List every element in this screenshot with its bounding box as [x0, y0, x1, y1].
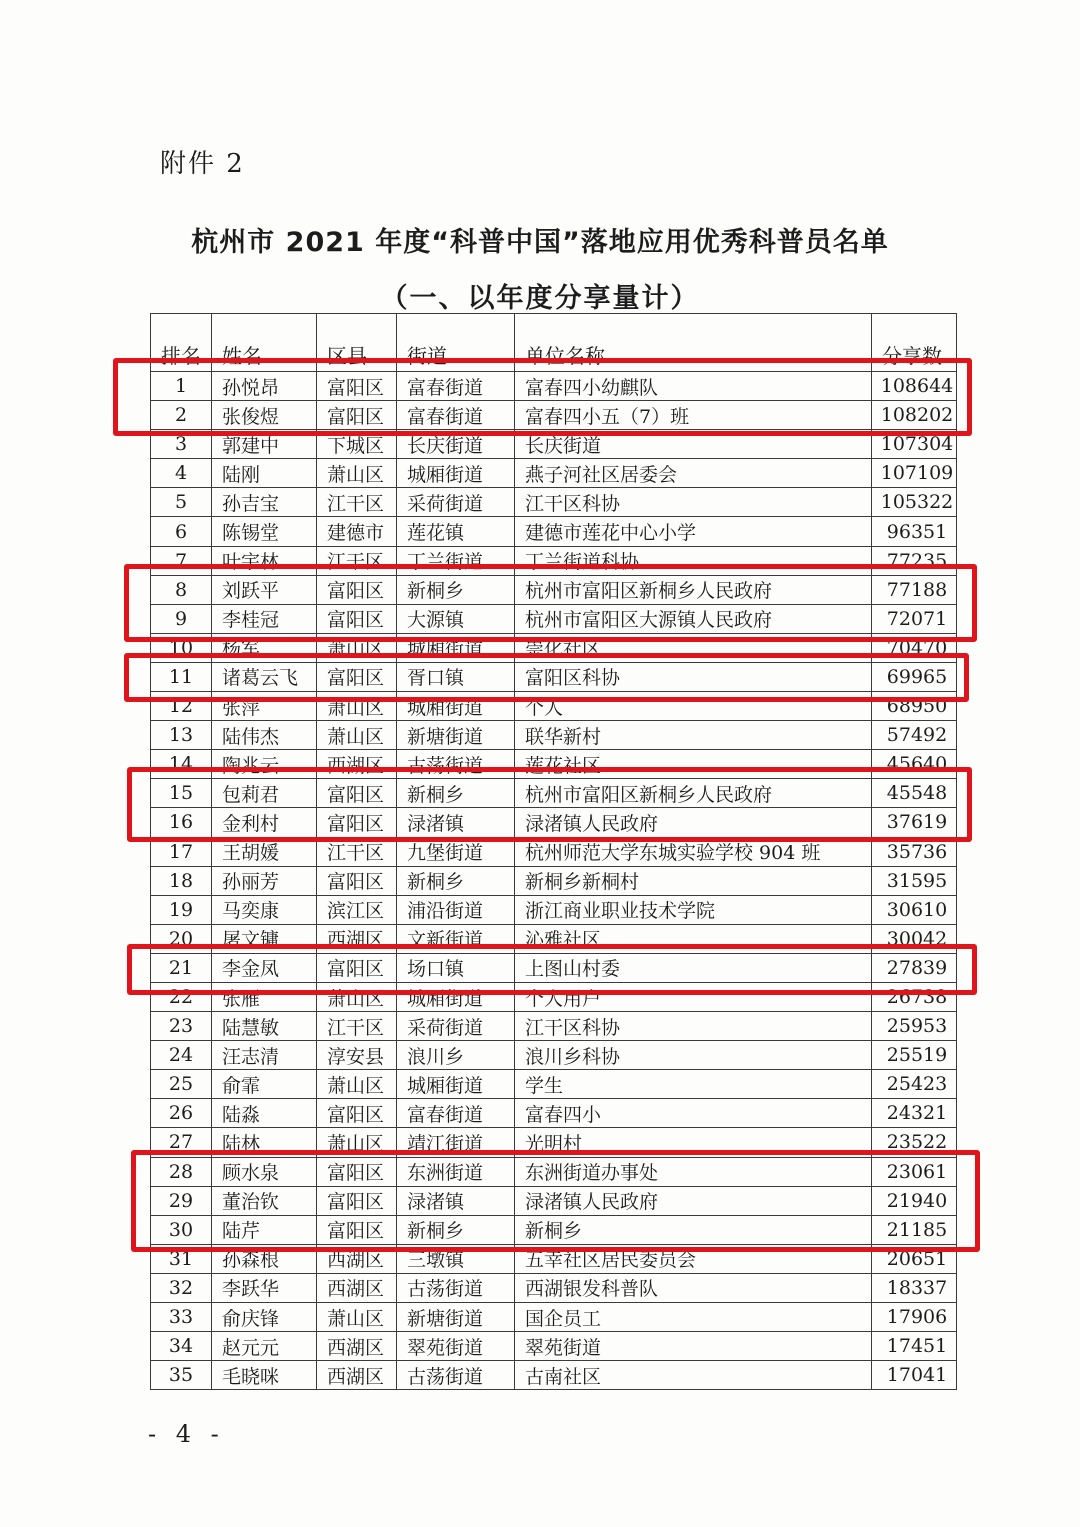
document-subtitle: （一、以年度分享量计） — [380, 283, 700, 314]
cell-district: 富阳区 — [317, 808, 397, 837]
cell-rank: 33 — [151, 1303, 212, 1332]
cell-rank: 11 — [151, 662, 212, 691]
cell-street: 三墩镇 — [397, 1244, 515, 1273]
cell-unit: 建德市莲花中心小学 — [515, 517, 872, 546]
cell-unit: 富春四小 — [515, 1099, 872, 1128]
cell-name: 俞霏 — [212, 1070, 317, 1099]
cell-district: 建德市 — [317, 517, 397, 546]
cell-rank: 2 — [151, 401, 212, 430]
cell-district: 萧山区 — [317, 692, 397, 721]
cell-shares: 30042 — [872, 924, 957, 953]
cell-shares: 23061 — [872, 1157, 957, 1186]
cell-unit: 古南社区 — [515, 1361, 872, 1390]
cell-unit: 江干区科协 — [515, 1012, 872, 1041]
cell-unit: 五幸社区居民委员会 — [515, 1244, 872, 1273]
cell-rank: 22 — [151, 982, 212, 1011]
cell-district: 富阳区 — [317, 1099, 397, 1128]
table-row — [151, 1273, 957, 1302]
cell-name: 李金凤 — [212, 953, 317, 982]
cell-street: 渌渚镇 — [397, 1186, 515, 1215]
header-district: 区县 — [317, 314, 397, 372]
cell-shares: 77235 — [872, 546, 957, 575]
cell-name: 赵元元 — [212, 1332, 317, 1361]
cell-street: 丁兰街道 — [397, 546, 515, 575]
table-row — [151, 1012, 957, 1041]
cell-shares: 72071 — [872, 604, 957, 633]
cell-rank: 9 — [151, 604, 212, 633]
cell-shares: 20651 — [872, 1244, 957, 1273]
cell-shares: 108644 — [872, 372, 957, 401]
cell-district: 萧山区 — [317, 982, 397, 1011]
cell-name: 毛晓咪 — [212, 1361, 317, 1390]
cell-unit: 国企员工 — [515, 1303, 872, 1332]
cell-street: 新桐乡 — [397, 866, 515, 895]
cell-unit: 新桐乡新桐村 — [515, 866, 872, 895]
cell-district: 富阳区 — [317, 779, 397, 808]
cell-rank: 17 — [151, 837, 212, 866]
table-row — [151, 1332, 957, 1361]
cell-rank: 25 — [151, 1070, 212, 1099]
highlight-box — [113, 358, 972, 436]
cell-district: 西湖区 — [317, 1361, 397, 1390]
table-row — [151, 1099, 957, 1128]
cell-street: 九堡街道 — [397, 837, 515, 866]
cell-district: 富阳区 — [317, 1215, 397, 1244]
cell-shares: 35736 — [872, 837, 957, 866]
cell-street: 古荡街道 — [397, 750, 515, 779]
cell-unit: 沁雅社区 — [515, 924, 872, 953]
cell-district: 萧山区 — [317, 1303, 397, 1332]
document-title: 杭州市 2021 年度“科普中国”落地应用优秀科普员名单 — [191, 227, 889, 258]
cell-unit: 燕子河社区居委会 — [515, 459, 872, 488]
cell-district: 西湖区 — [317, 924, 397, 953]
cell-rank: 10 — [151, 633, 212, 662]
cell-shares: 23522 — [872, 1128, 957, 1157]
highlight-box — [124, 564, 977, 642]
cell-rank: 26 — [151, 1099, 212, 1128]
cell-street: 富春街道 — [397, 401, 515, 430]
cell-street: 靖江街道 — [397, 1128, 515, 1157]
cell-rank: 13 — [151, 721, 212, 750]
cell-name: 李桂冠 — [212, 604, 317, 633]
cell-shares: 27839 — [872, 953, 957, 982]
cell-name: 陆刚 — [212, 459, 317, 488]
cell-unit: 富阳区科协 — [515, 662, 872, 691]
table-row — [151, 1361, 957, 1390]
cell-street: 场口镇 — [397, 953, 515, 982]
cell-street: 长庆街道 — [397, 430, 515, 459]
cell-district: 西湖区 — [317, 1244, 397, 1273]
cell-district: 江干区 — [317, 837, 397, 866]
cell-district: 富阳区 — [317, 401, 397, 430]
cell-district: 下城区 — [317, 430, 397, 459]
cell-rank: 29 — [151, 1186, 212, 1215]
cell-street: 渌渚镇 — [397, 808, 515, 837]
table-row — [151, 1303, 957, 1332]
cell-rank: 1 — [151, 372, 212, 401]
cell-district: 萧山区 — [317, 633, 397, 662]
cell-name: 马奕康 — [212, 895, 317, 924]
cell-district: 富阳区 — [317, 372, 397, 401]
cell-street: 新桐乡 — [397, 779, 515, 808]
cell-street: 采荷街道 — [397, 488, 515, 517]
cell-rank: 31 — [151, 1244, 212, 1273]
cell-street: 古荡街道 — [397, 1361, 515, 1390]
cell-district: 西湖区 — [317, 750, 397, 779]
cell-shares: 26738 — [872, 982, 957, 1011]
cell-name: 郭建中 — [212, 430, 317, 459]
cell-shares: 18337 — [872, 1273, 957, 1302]
cell-district: 富阳区 — [317, 1157, 397, 1186]
cell-shares: 70470 — [872, 633, 957, 662]
cell-shares: 107304 — [872, 430, 957, 459]
cell-street: 莲花镇 — [397, 517, 515, 546]
cell-rank: 19 — [151, 895, 212, 924]
cell-name: 陆伟杰 — [212, 721, 317, 750]
cell-unit: 丁兰街道科协 — [515, 546, 872, 575]
cell-district: 江干区 — [317, 488, 397, 517]
header-unit: 单位名称 — [515, 314, 872, 372]
cell-name: 张萍 — [212, 692, 317, 721]
cell-rank: 34 — [151, 1332, 212, 1361]
table-row — [151, 517, 957, 546]
cell-district: 淳安县 — [317, 1041, 397, 1070]
cell-rank: 16 — [151, 808, 212, 837]
highlight-box — [124, 653, 969, 702]
cell-street: 东洲街道 — [397, 1157, 515, 1186]
cell-shares: 31595 — [872, 866, 957, 895]
cell-name: 屠文镛 — [212, 924, 317, 953]
cell-rank: 24 — [151, 1041, 212, 1070]
cell-rank: 6 — [151, 517, 212, 546]
cell-street: 古荡街道 — [397, 1273, 515, 1302]
cell-name: 陆芹 — [212, 1215, 317, 1244]
cell-unit: 长庆街道 — [515, 430, 872, 459]
cell-name: 诸葛云飞 — [212, 662, 317, 691]
cell-unit: 上图山村委 — [515, 953, 872, 982]
cell-shares: 57492 — [872, 721, 957, 750]
cell-street: 城厢街道 — [397, 1070, 515, 1099]
cell-street: 浪川乡 — [397, 1041, 515, 1070]
cell-street: 城厢街道 — [397, 459, 515, 488]
cell-district: 富阳区 — [317, 662, 397, 691]
cell-rank: 7 — [151, 546, 212, 575]
cell-shares: 21185 — [872, 1215, 957, 1244]
cell-district: 西湖区 — [317, 1332, 397, 1361]
cell-unit: 莲花社区 — [515, 750, 872, 779]
cell-rank: 28 — [151, 1157, 212, 1186]
header-name: 姓名 — [212, 314, 317, 372]
table-row — [151, 488, 957, 517]
cell-name: 孙吉宝 — [212, 488, 317, 517]
cell-unit: 杭州市富阳区新桐乡人民政府 — [515, 779, 872, 808]
cell-name: 包莉君 — [212, 779, 317, 808]
cell-street: 城厢街道 — [397, 633, 515, 662]
cell-unit: 崇化社区 — [515, 633, 872, 662]
cell-shares: 37619 — [872, 808, 957, 837]
cell-rank: 12 — [151, 692, 212, 721]
cell-shares: 21940 — [872, 1186, 957, 1215]
cell-district: 富阳区 — [317, 604, 397, 633]
table-row — [151, 1041, 957, 1070]
cell-district: 滨江区 — [317, 895, 397, 924]
cell-name: 陈锡堂 — [212, 517, 317, 546]
cell-shares: 30610 — [872, 895, 957, 924]
cell-shares: 105322 — [872, 488, 957, 517]
cell-rank: 8 — [151, 575, 212, 604]
cell-shares: 25423 — [872, 1070, 957, 1099]
cell-name: 杨军 — [212, 633, 317, 662]
cell-name: 李跃华 — [212, 1273, 317, 1302]
cell-shares: 17041 — [872, 1361, 957, 1390]
cell-unit: 联华新村 — [515, 721, 872, 750]
cell-shares: 25519 — [872, 1041, 957, 1070]
cell-unit: 渌渚镇人民政府 — [515, 808, 872, 837]
cell-street: 浦沿街道 — [397, 895, 515, 924]
cell-street: 富春街道 — [397, 1099, 515, 1128]
highlight-box — [131, 1150, 980, 1252]
cell-rank: 3 — [151, 430, 212, 459]
cell-street: 富春街道 — [397, 372, 515, 401]
cell-rank: 23 — [151, 1012, 212, 1041]
highlight-box — [127, 944, 977, 995]
cell-name: 孙森根 — [212, 1244, 317, 1273]
cell-unit: 杭州市富阳区大源镇人民政府 — [515, 604, 872, 633]
cell-rank: 30 — [151, 1215, 212, 1244]
cell-unit: 杭州市富阳区新桐乡人民政府 — [515, 575, 872, 604]
attachment-label: 附件 2 — [160, 149, 245, 179]
cell-name: 金利村 — [212, 808, 317, 837]
cell-rank: 27 — [151, 1128, 212, 1157]
cell-rank: 4 — [151, 459, 212, 488]
cell-name: 陆淼 — [212, 1099, 317, 1128]
cell-street: 城厢街道 — [397, 982, 515, 1011]
cell-shares: 68950 — [872, 692, 957, 721]
cell-district: 江干区 — [317, 546, 397, 575]
cell-unit: 西湖银发科普队 — [515, 1273, 872, 1302]
cell-unit: 富春四小五（7）班 — [515, 401, 872, 430]
cell-shares: 45640 — [872, 750, 957, 779]
cell-name: 孙悦昂 — [212, 372, 317, 401]
cell-unit: 新桐乡 — [515, 1215, 872, 1244]
cell-street: 大源镇 — [397, 604, 515, 633]
cell-name: 张俊煜 — [212, 401, 317, 430]
cell-district: 西湖区 — [317, 1273, 397, 1302]
cell-street: 采荷街道 — [397, 1012, 515, 1041]
cell-district: 富阳区 — [317, 866, 397, 895]
cell-rank: 21 — [151, 953, 212, 982]
cell-name: 刘跃平 — [212, 575, 317, 604]
cell-unit: 个人用户 — [515, 982, 872, 1011]
cell-district: 萧山区 — [317, 721, 397, 750]
cell-unit: 渌渚镇人民政府 — [515, 1186, 872, 1215]
cell-rank: 32 — [151, 1273, 212, 1302]
cell-shares: 24321 — [872, 1099, 957, 1128]
cell-name: 陶兆云 — [212, 750, 317, 779]
table-row — [151, 895, 957, 924]
table-row — [151, 459, 957, 488]
cell-rank: 35 — [151, 1361, 212, 1390]
cell-district: 富阳区 — [317, 575, 397, 604]
cell-street: 翠苑街道 — [397, 1332, 515, 1361]
highlight-box — [127, 767, 972, 842]
cell-district: 萧山区 — [317, 1128, 397, 1157]
cell-shares: 69965 — [872, 662, 957, 691]
cell-rank: 5 — [151, 488, 212, 517]
table-row — [151, 866, 957, 895]
cell-name: 陆慧敏 — [212, 1012, 317, 1041]
cell-unit: 浙江商业职业技术学院 — [515, 895, 872, 924]
cell-shares: 17906 — [872, 1303, 957, 1332]
cell-name: 汪志清 — [212, 1041, 317, 1070]
cell-name: 董治钦 — [212, 1186, 317, 1215]
cell-rank: 15 — [151, 779, 212, 808]
cell-district: 富阳区 — [317, 1186, 397, 1215]
cell-unit: 富春四小幼麒队 — [515, 372, 872, 401]
cell-shares: 17451 — [872, 1332, 957, 1361]
cell-street: 新塘街道 — [397, 1303, 515, 1332]
cell-district: 富阳区 — [317, 953, 397, 982]
header-rank: 排名 — [151, 314, 212, 372]
header-shares: 分享数 — [872, 314, 957, 372]
cell-street: 新塘街道 — [397, 721, 515, 750]
cell-unit: 东洲街道办事处 — [515, 1157, 872, 1186]
cell-name: 陆林 — [212, 1128, 317, 1157]
cell-shares: 96351 — [872, 517, 957, 546]
cell-shares: 25953 — [872, 1012, 957, 1041]
cell-district: 江干区 — [317, 1012, 397, 1041]
cell-street: 新桐乡 — [397, 575, 515, 604]
cell-name: 俞庆锋 — [212, 1303, 317, 1332]
cell-shares: 108202 — [872, 401, 957, 430]
cell-name: 王胡媛 — [212, 837, 317, 866]
cell-name: 张雁 — [212, 982, 317, 1011]
cell-unit: 个人 — [515, 692, 872, 721]
cell-district: 萧山区 — [317, 459, 397, 488]
cell-street: 城厢街道 — [397, 692, 515, 721]
table-row — [151, 1070, 957, 1099]
cell-rank: 14 — [151, 750, 212, 779]
cell-unit: 江干区科协 — [515, 488, 872, 517]
cell-unit: 浪川乡科协 — [515, 1041, 872, 1070]
cell-unit: 学生 — [515, 1070, 872, 1099]
page-number: - 4 - — [148, 1420, 225, 1448]
table-row — [151, 721, 957, 750]
cell-unit: 翠苑街道 — [515, 1332, 872, 1361]
cell-name: 孙丽芳 — [212, 866, 317, 895]
cell-unit: 光明村 — [515, 1128, 872, 1157]
cell-unit: 杭州师范大学东城实验学校 904 班 — [515, 837, 872, 866]
cell-street: 文新街道 — [397, 924, 515, 953]
cell-shares: 77188 — [872, 575, 957, 604]
cell-rank: 20 — [151, 924, 212, 953]
cell-name: 顾水泉 — [212, 1157, 317, 1186]
cell-district: 萧山区 — [317, 1070, 397, 1099]
cell-name: 叶宇林 — [212, 546, 317, 575]
cell-street: 新桐乡 — [397, 1215, 515, 1244]
header-street: 街道 — [397, 314, 515, 372]
cell-shares: 107109 — [872, 459, 957, 488]
cell-rank: 18 — [151, 866, 212, 895]
cell-street: 胥口镇 — [397, 662, 515, 691]
cell-shares: 45548 — [872, 779, 957, 808]
